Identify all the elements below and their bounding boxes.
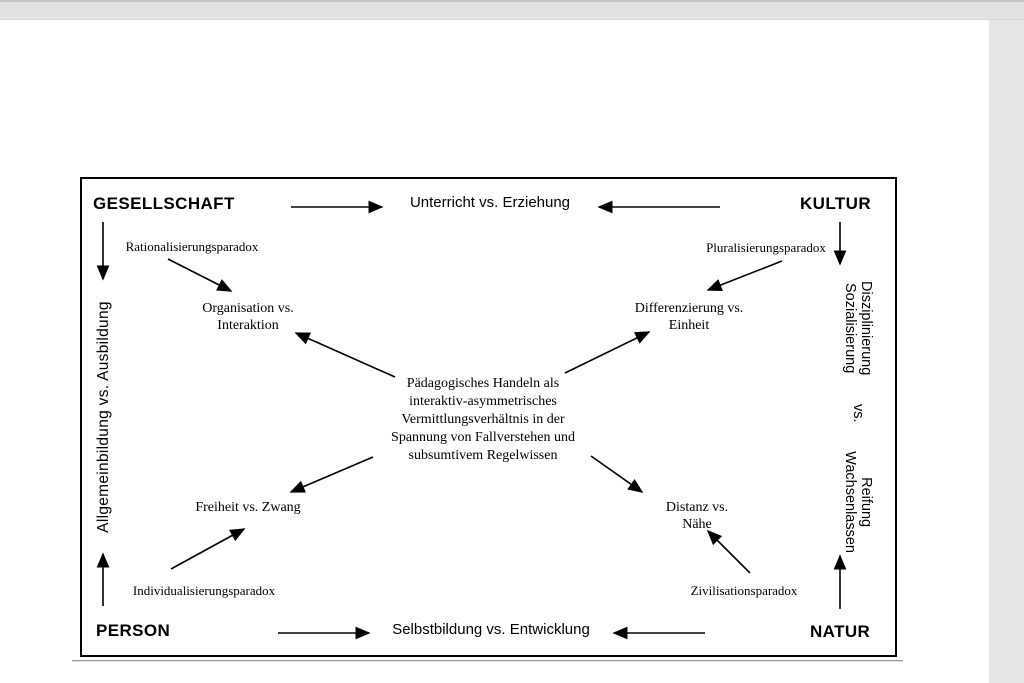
tension-line: Differenzierung vs. — [634, 301, 744, 316]
tension-distanz-naehe — [666, 500, 728, 533]
corner-label-natur: NATUR — [810, 622, 871, 641]
corner-label-kultur: KULTUR — [800, 194, 872, 213]
right-label-disziplinierung-block — [842, 281, 874, 375]
arrow-zivilisation-to-naehe — [708, 531, 750, 573]
arrow-pluralisierung-to-differenzierung — [708, 261, 782, 290]
tension-differenzierung-einheit — [635, 301, 744, 334]
center-statement-line: Pädagogisches Handeln als — [406, 376, 560, 391]
tension-freiheit-zwang — [195, 500, 300, 517]
viewer-side-gutter — [989, 20, 1024, 683]
tension-line: Distanz vs. — [665, 500, 729, 515]
center-statement — [391, 375, 575, 465]
arrow-center-to-freiheit — [291, 457, 373, 492]
viewer-top-chrome — [0, 0, 1024, 20]
tension-line: Freiheit vs. Zwang — [195, 500, 301, 515]
tension-line: Einheit — [668, 317, 710, 333]
edge-label-bottom: Selbstbildung vs. Entwicklung — [392, 621, 590, 638]
corner-label-person: PERSON — [96, 621, 171, 640]
tension-organisation-interaktion — [202, 301, 294, 334]
right-label-line-reifung: Reifung — [858, 477, 874, 528]
edge-label-left-rotated: Allgemeinbildung vs. Ausbildung — [95, 301, 112, 533]
right-label-reifung-block — [842, 451, 874, 553]
right-label-vs: vs. — [850, 403, 866, 423]
center-statement-line: Spannung von Fallverstehen und — [391, 430, 575, 445]
paradox-rationalisierung: Rationalisierungsparadox — [125, 239, 259, 254]
center-statement-line: Vermittlungsverhältnis in der — [401, 412, 565, 427]
right-label-line-disziplinierung: Disziplinierung — [858, 281, 874, 376]
center-statement-line: interaktiv-asymmetrisches — [409, 394, 557, 409]
arrow-center-to-organisation — [296, 333, 395, 377]
tension-line: Nähe — [682, 516, 712, 532]
right-label-line-wachsenlassen: Wachsenlassen — [842, 451, 858, 553]
edge-label-top: Unterricht vs. Erziehung — [409, 194, 571, 211]
frame-shadow-line-light — [72, 661, 903, 662]
tension-line: Interaktion — [217, 317, 279, 333]
right-label-line-sozialisierung: Sozialisierung — [842, 283, 858, 374]
corner-label-gesellschaft: GESELLSCHAFT — [93, 194, 235, 213]
center-statement-line: subsumtivem Regelwissen — [408, 448, 558, 463]
paradox-individualisierung: Individualisierungsparadox — [132, 583, 276, 598]
tension-line: Organisation vs. — [202, 301, 294, 316]
arrow-center-to-distanz — [591, 456, 642, 492]
edge-label-right-rotated — [835, 281, 881, 553]
arrow-rationalisierung-to-organisation — [168, 259, 231, 291]
arrow-center-to-differenzierung — [565, 332, 649, 373]
paradox-pluralisierung: Pluralisierungsparadox — [706, 240, 826, 255]
arrow-individualisierung-to-freiheit — [171, 529, 244, 569]
paradox-zivilisation: Zivilisationsparadox — [690, 583, 798, 598]
